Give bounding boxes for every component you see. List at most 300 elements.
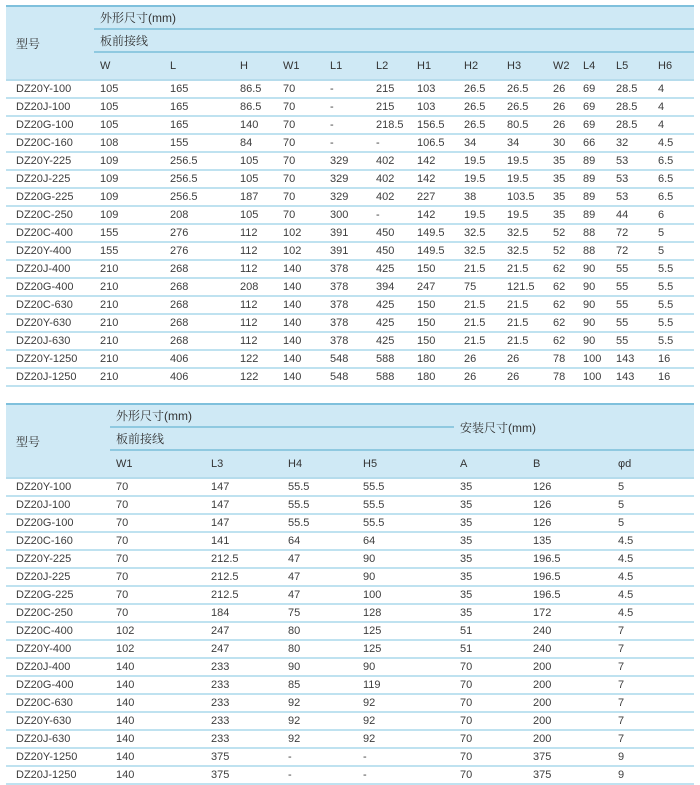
value-cell: 92 bbox=[357, 712, 454, 730]
value-cell: 35 bbox=[454, 586, 527, 604]
table-row bbox=[6, 622, 694, 640]
value-cell: 5.5 bbox=[652, 278, 694, 296]
value-cell: 140 bbox=[110, 694, 205, 712]
value-cell: 90 bbox=[577, 278, 610, 296]
value-cell: 196.5 bbox=[527, 568, 612, 586]
value-cell: 142 bbox=[411, 152, 458, 170]
value-cell: 92 bbox=[357, 694, 454, 712]
value-cell: 55 bbox=[610, 314, 652, 332]
value-cell: 172 bbox=[527, 604, 612, 622]
value-cell: 21.5 bbox=[458, 296, 501, 314]
value-cell: 140 bbox=[277, 350, 324, 368]
table-row bbox=[6, 134, 694, 152]
value-cell: 102 bbox=[277, 242, 324, 260]
value-cell: 6.5 bbox=[652, 152, 694, 170]
value-cell: 62 bbox=[547, 260, 577, 278]
value-cell: 5.5 bbox=[652, 314, 694, 332]
value-cell: 210 bbox=[94, 368, 164, 386]
value-cell: 125 bbox=[357, 640, 454, 658]
value-cell: 215 bbox=[370, 98, 411, 116]
value-cell: 5.5 bbox=[652, 332, 694, 350]
outline-dimensions-group-header: 外形尺寸(mm) bbox=[94, 6, 694, 29]
model-cell: DZ20C-630 bbox=[6, 694, 110, 712]
value-cell: 140 bbox=[110, 730, 205, 748]
value-cell: 16 bbox=[652, 368, 694, 386]
table-1-body bbox=[6, 80, 694, 386]
model-cell: DZ20Y-1250 bbox=[6, 748, 110, 766]
value-cell: 26.5 bbox=[458, 98, 501, 116]
model-cell: DZ20C-400 bbox=[6, 622, 110, 640]
table-row bbox=[6, 640, 694, 658]
value-cell: 126 bbox=[527, 478, 612, 496]
value-cell: 102 bbox=[110, 640, 205, 658]
value-cell: 143 bbox=[610, 368, 652, 386]
value-cell: 247 bbox=[411, 278, 458, 296]
value-cell: 32 bbox=[610, 134, 652, 152]
value-cell: 450 bbox=[370, 242, 411, 260]
value-cell: 375 bbox=[527, 748, 612, 766]
value-cell: 4.5 bbox=[612, 550, 694, 568]
model-cell: DZ20C-630 bbox=[6, 296, 94, 314]
value-cell: 26 bbox=[458, 368, 501, 386]
table-row bbox=[6, 604, 694, 622]
value-cell: 210 bbox=[94, 260, 164, 278]
value-cell: 26 bbox=[458, 350, 501, 368]
value-cell: 28.5 bbox=[610, 80, 652, 98]
value-cell: 6.5 bbox=[652, 170, 694, 188]
value-cell: 233 bbox=[205, 676, 282, 694]
value-cell: 35 bbox=[547, 188, 577, 206]
value-cell: 47 bbox=[282, 586, 357, 604]
value-cell: 26 bbox=[547, 98, 577, 116]
value-cell: 122 bbox=[234, 350, 277, 368]
model-cell: DZ20J-225 bbox=[6, 170, 94, 188]
value-cell: 140 bbox=[277, 332, 324, 350]
value-cell: 103 bbox=[411, 80, 458, 98]
value-cell: 140 bbox=[277, 260, 324, 278]
value-cell: 233 bbox=[205, 694, 282, 712]
value-cell: 21.5 bbox=[501, 296, 547, 314]
value-cell: 268 bbox=[164, 278, 234, 296]
value-cell: 402 bbox=[370, 152, 411, 170]
value-cell: 35 bbox=[454, 532, 527, 550]
value-cell: 70 bbox=[277, 80, 324, 98]
value-cell: 105 bbox=[94, 80, 164, 98]
model-cell: DZ20Y-630 bbox=[6, 712, 110, 730]
model-column-header: 型号 bbox=[6, 404, 110, 478]
value-cell: 375 bbox=[205, 766, 282, 784]
value-cell: 5 bbox=[612, 496, 694, 514]
value-cell: 143 bbox=[610, 350, 652, 368]
col-header-H: H bbox=[234, 52, 277, 80]
value-cell: 90 bbox=[577, 314, 610, 332]
model-cell: DZ20G-100 bbox=[6, 116, 94, 134]
value-cell: 300 bbox=[324, 206, 370, 224]
model-cell: DZ20J-1250 bbox=[6, 368, 94, 386]
value-cell: 28.5 bbox=[610, 116, 652, 134]
value-cell: 70 bbox=[454, 730, 527, 748]
value-cell: 62 bbox=[547, 332, 577, 350]
model-cell: DZ20J-100 bbox=[6, 496, 110, 514]
table-row bbox=[6, 188, 694, 206]
value-cell: 44 bbox=[610, 206, 652, 224]
model-cell: DZ20Y-1250 bbox=[6, 350, 94, 368]
model-cell: DZ20C-160 bbox=[6, 134, 94, 152]
value-cell: 7 bbox=[612, 640, 694, 658]
table-row bbox=[6, 532, 694, 550]
value-cell: 425 bbox=[370, 296, 411, 314]
value-cell: 70 bbox=[110, 604, 205, 622]
value-cell: 212.5 bbox=[205, 586, 282, 604]
value-cell: 108 bbox=[94, 134, 164, 152]
value-cell: 106.5 bbox=[411, 134, 458, 152]
value-cell: 89 bbox=[577, 206, 610, 224]
table-row bbox=[6, 296, 694, 314]
value-cell: 450 bbox=[370, 224, 411, 242]
value-cell: 126 bbox=[527, 496, 612, 514]
model-cell: DZ20Y-225 bbox=[6, 152, 94, 170]
value-cell: 402 bbox=[370, 188, 411, 206]
value-cell: 7 bbox=[612, 694, 694, 712]
col-header-H3: H3 bbox=[501, 52, 547, 80]
value-cell: 378 bbox=[324, 314, 370, 332]
value-cell: 69 bbox=[577, 116, 610, 134]
table-row bbox=[6, 730, 694, 748]
value-cell: 256.5 bbox=[164, 188, 234, 206]
value-cell: 268 bbox=[164, 332, 234, 350]
value-cell: 276 bbox=[164, 242, 234, 260]
value-cell: 218.5 bbox=[370, 116, 411, 134]
model-cell: DZ20Y-225 bbox=[6, 550, 110, 568]
value-cell: 4 bbox=[652, 116, 694, 134]
value-cell: 70 bbox=[454, 712, 527, 730]
value-cell: 140 bbox=[277, 368, 324, 386]
value-cell: 32.5 bbox=[501, 224, 547, 242]
value-cell: 200 bbox=[527, 712, 612, 730]
col-header-W2: W2 bbox=[547, 52, 577, 80]
value-cell: 155 bbox=[94, 242, 164, 260]
value-cell: 51 bbox=[454, 640, 527, 658]
value-cell: 140 bbox=[277, 296, 324, 314]
value-cell: 70 bbox=[110, 496, 205, 514]
value-cell: 100 bbox=[577, 368, 610, 386]
value-cell: 80 bbox=[282, 640, 357, 658]
value-cell: 7 bbox=[612, 658, 694, 676]
value-cell: 394 bbox=[370, 278, 411, 296]
value-cell: 329 bbox=[324, 188, 370, 206]
value-cell: 109 bbox=[94, 206, 164, 224]
value-cell: 135 bbox=[527, 532, 612, 550]
value-cell: 90 bbox=[577, 296, 610, 314]
front-wiring-group-header: 板前接线 bbox=[110, 427, 454, 450]
value-cell: 34 bbox=[458, 134, 501, 152]
col-header-H5: H5 bbox=[357, 450, 454, 478]
value-cell: 233 bbox=[205, 712, 282, 730]
value-cell: 70 bbox=[110, 532, 205, 550]
table-row bbox=[6, 260, 694, 278]
value-cell: 105 bbox=[94, 98, 164, 116]
value-cell: 147 bbox=[205, 496, 282, 514]
value-cell: 548 bbox=[324, 368, 370, 386]
table-row bbox=[6, 224, 694, 242]
value-cell: 55 bbox=[610, 278, 652, 296]
value-cell: 329 bbox=[324, 152, 370, 170]
value-cell: 233 bbox=[205, 730, 282, 748]
value-cell: 378 bbox=[324, 278, 370, 296]
value-cell: 70 bbox=[110, 478, 205, 496]
value-cell: 7 bbox=[612, 712, 694, 730]
table-row bbox=[6, 586, 694, 604]
value-cell: 119 bbox=[357, 676, 454, 694]
value-cell: 200 bbox=[527, 694, 612, 712]
table-row bbox=[6, 116, 694, 134]
value-cell: 210 bbox=[94, 350, 164, 368]
value-cell: 85 bbox=[282, 676, 357, 694]
value-cell: 21.5 bbox=[501, 332, 547, 350]
value-cell: - bbox=[324, 116, 370, 134]
value-cell: 247 bbox=[205, 640, 282, 658]
value-cell: 7 bbox=[612, 622, 694, 640]
table-row bbox=[6, 748, 694, 766]
table-row bbox=[6, 170, 694, 188]
value-cell: 402 bbox=[370, 170, 411, 188]
value-cell: 38 bbox=[458, 188, 501, 206]
value-cell: 7 bbox=[612, 676, 694, 694]
value-cell: 5 bbox=[652, 242, 694, 260]
value-cell: 92 bbox=[357, 730, 454, 748]
value-cell: 34 bbox=[501, 134, 547, 152]
value-cell: 140 bbox=[110, 658, 205, 676]
value-cell: 70 bbox=[277, 116, 324, 134]
value-cell: 5.5 bbox=[652, 296, 694, 314]
table-row bbox=[6, 478, 694, 496]
value-cell: 5 bbox=[612, 514, 694, 532]
value-cell: 70 bbox=[454, 766, 527, 784]
value-cell: 19.5 bbox=[458, 152, 501, 170]
col-header-L2: L2 bbox=[370, 52, 411, 80]
value-cell: 52 bbox=[547, 242, 577, 260]
value-cell: 125 bbox=[357, 622, 454, 640]
value-cell: - bbox=[282, 748, 357, 766]
table-1-header bbox=[6, 6, 694, 80]
model-cell: DZ20G-100 bbox=[6, 514, 110, 532]
value-cell: 105 bbox=[94, 116, 164, 134]
value-cell: 140 bbox=[277, 278, 324, 296]
value-cell: 7 bbox=[612, 730, 694, 748]
value-cell: 147 bbox=[205, 478, 282, 496]
value-cell: 35 bbox=[547, 206, 577, 224]
value-cell: 19.5 bbox=[501, 152, 547, 170]
value-cell: 78 bbox=[547, 350, 577, 368]
value-cell: 103.5 bbox=[501, 188, 547, 206]
value-cell: 35 bbox=[454, 514, 527, 532]
value-cell: 70 bbox=[277, 206, 324, 224]
value-cell: 391 bbox=[324, 224, 370, 242]
value-cell: 35 bbox=[454, 478, 527, 496]
value-cell: 109 bbox=[94, 152, 164, 170]
table-row bbox=[6, 568, 694, 586]
value-cell: 70 bbox=[110, 550, 205, 568]
value-cell: 149.5 bbox=[411, 224, 458, 242]
model-cell: DZ20J-1250 bbox=[6, 766, 110, 784]
value-cell: 62 bbox=[547, 278, 577, 296]
value-cell: 184 bbox=[205, 604, 282, 622]
table-row bbox=[6, 242, 694, 260]
value-cell: 70 bbox=[454, 676, 527, 694]
col-header-phi-d: φd bbox=[612, 450, 694, 478]
value-cell: 256.5 bbox=[164, 152, 234, 170]
value-cell: 26 bbox=[501, 368, 547, 386]
model-cell: DZ20G-400 bbox=[6, 278, 94, 296]
table-row bbox=[6, 98, 694, 116]
value-cell: 89 bbox=[577, 170, 610, 188]
value-cell: 109 bbox=[94, 170, 164, 188]
value-cell: - bbox=[282, 766, 357, 784]
value-cell: 26 bbox=[501, 350, 547, 368]
table-row bbox=[6, 332, 694, 350]
model-cell: DZ20C-160 bbox=[6, 532, 110, 550]
value-cell: 588 bbox=[370, 368, 411, 386]
table-row bbox=[6, 152, 694, 170]
value-cell: 84 bbox=[234, 134, 277, 152]
value-cell: 196.5 bbox=[527, 586, 612, 604]
value-cell: 89 bbox=[577, 152, 610, 170]
col-header-H1: H1 bbox=[411, 52, 458, 80]
value-cell: - bbox=[357, 748, 454, 766]
value-cell: 4.5 bbox=[652, 134, 694, 152]
value-cell: 141 bbox=[205, 532, 282, 550]
value-cell: 210 bbox=[94, 296, 164, 314]
table-row bbox=[6, 496, 694, 514]
table-row bbox=[6, 712, 694, 730]
value-cell: 26 bbox=[547, 116, 577, 134]
value-cell: 100 bbox=[357, 586, 454, 604]
value-cell: 90 bbox=[282, 658, 357, 676]
value-cell: 268 bbox=[164, 260, 234, 278]
value-cell: 89 bbox=[577, 188, 610, 206]
value-cell: 47 bbox=[282, 568, 357, 586]
value-cell: 26.5 bbox=[501, 98, 547, 116]
value-cell: 256.5 bbox=[164, 170, 234, 188]
value-cell: 112 bbox=[234, 224, 277, 242]
model-cell: DZ20G-225 bbox=[6, 188, 94, 206]
value-cell: 112 bbox=[234, 242, 277, 260]
table-row bbox=[6, 314, 694, 332]
table-row bbox=[6, 350, 694, 368]
value-cell: 4.5 bbox=[612, 604, 694, 622]
value-cell: 75 bbox=[282, 604, 357, 622]
value-cell: 92 bbox=[282, 730, 357, 748]
value-cell: 155 bbox=[164, 134, 234, 152]
value-cell: 4 bbox=[652, 98, 694, 116]
col-header-H2: H2 bbox=[458, 52, 501, 80]
outline-and-mounting-dimensions-table bbox=[6, 403, 694, 785]
value-cell: 55 bbox=[610, 260, 652, 278]
value-cell: 35 bbox=[454, 550, 527, 568]
value-cell: 140 bbox=[110, 748, 205, 766]
value-cell: 268 bbox=[164, 296, 234, 314]
value-cell: 55.5 bbox=[357, 514, 454, 532]
outline-dimensions-group-header: 外形尺寸(mm) bbox=[110, 404, 454, 427]
table-row bbox=[6, 368, 694, 386]
table-row bbox=[6, 766, 694, 784]
value-cell: 19.5 bbox=[458, 170, 501, 188]
value-cell: 70 bbox=[110, 586, 205, 604]
col-header-B: B bbox=[527, 450, 612, 478]
value-cell: 425 bbox=[370, 314, 411, 332]
value-cell: 156.5 bbox=[411, 116, 458, 134]
col-header-W1: W1 bbox=[277, 52, 324, 80]
model-cell: DZ20C-250 bbox=[6, 604, 110, 622]
value-cell: 378 bbox=[324, 296, 370, 314]
value-cell: 92 bbox=[282, 694, 357, 712]
value-cell: 187 bbox=[234, 188, 277, 206]
value-cell: 105 bbox=[234, 206, 277, 224]
value-cell: 35 bbox=[454, 496, 527, 514]
value-cell: 4.5 bbox=[612, 586, 694, 604]
table-row bbox=[6, 206, 694, 224]
col-header-L1: L1 bbox=[324, 52, 370, 80]
value-cell: 19.5 bbox=[501, 170, 547, 188]
value-cell: 70 bbox=[110, 514, 205, 532]
model-cell: DZ20Y-400 bbox=[6, 242, 94, 260]
value-cell: 53 bbox=[610, 188, 652, 206]
value-cell: 126 bbox=[527, 514, 612, 532]
value-cell: 150 bbox=[411, 296, 458, 314]
value-cell: - bbox=[324, 134, 370, 152]
col-header-W1: W1 bbox=[110, 450, 205, 478]
value-cell: 112 bbox=[234, 296, 277, 314]
value-cell: 6.5 bbox=[652, 188, 694, 206]
value-cell: 70 bbox=[277, 170, 324, 188]
value-cell: 55.5 bbox=[282, 496, 357, 514]
value-cell: 100 bbox=[577, 350, 610, 368]
value-cell: 375 bbox=[205, 748, 282, 766]
value-cell: 86.5 bbox=[234, 80, 277, 98]
model-cell: DZ20J-225 bbox=[6, 568, 110, 586]
col-header-L: L bbox=[164, 52, 234, 80]
value-cell: 140 bbox=[277, 314, 324, 332]
value-cell: 247 bbox=[205, 622, 282, 640]
model-cell: DZ20C-400 bbox=[6, 224, 94, 242]
value-cell: 32.5 bbox=[458, 242, 501, 260]
value-cell: 70 bbox=[277, 98, 324, 116]
model-cell: DZ20Y-100 bbox=[6, 478, 110, 496]
value-cell: 55.5 bbox=[282, 478, 357, 496]
value-cell: 55.5 bbox=[357, 478, 454, 496]
value-cell: 55.5 bbox=[357, 496, 454, 514]
value-cell: 35 bbox=[454, 568, 527, 586]
model-cell: DZ20C-250 bbox=[6, 206, 94, 224]
value-cell: 35 bbox=[547, 152, 577, 170]
table-row bbox=[6, 278, 694, 296]
value-cell: - bbox=[324, 80, 370, 98]
value-cell: 150 bbox=[411, 260, 458, 278]
value-cell: 55.5 bbox=[282, 514, 357, 532]
value-cell: 90 bbox=[577, 260, 610, 278]
value-cell: 72 bbox=[610, 224, 652, 242]
value-cell: 180 bbox=[411, 368, 458, 386]
value-cell: 69 bbox=[577, 98, 610, 116]
value-cell: 5 bbox=[612, 478, 694, 496]
value-cell: 70 bbox=[277, 152, 324, 170]
value-cell: 55 bbox=[610, 332, 652, 350]
value-cell: 4.5 bbox=[612, 532, 694, 550]
value-cell: 210 bbox=[94, 332, 164, 350]
value-cell: - bbox=[324, 98, 370, 116]
value-cell: 80 bbox=[282, 622, 357, 640]
value-cell: 26.5 bbox=[458, 80, 501, 98]
